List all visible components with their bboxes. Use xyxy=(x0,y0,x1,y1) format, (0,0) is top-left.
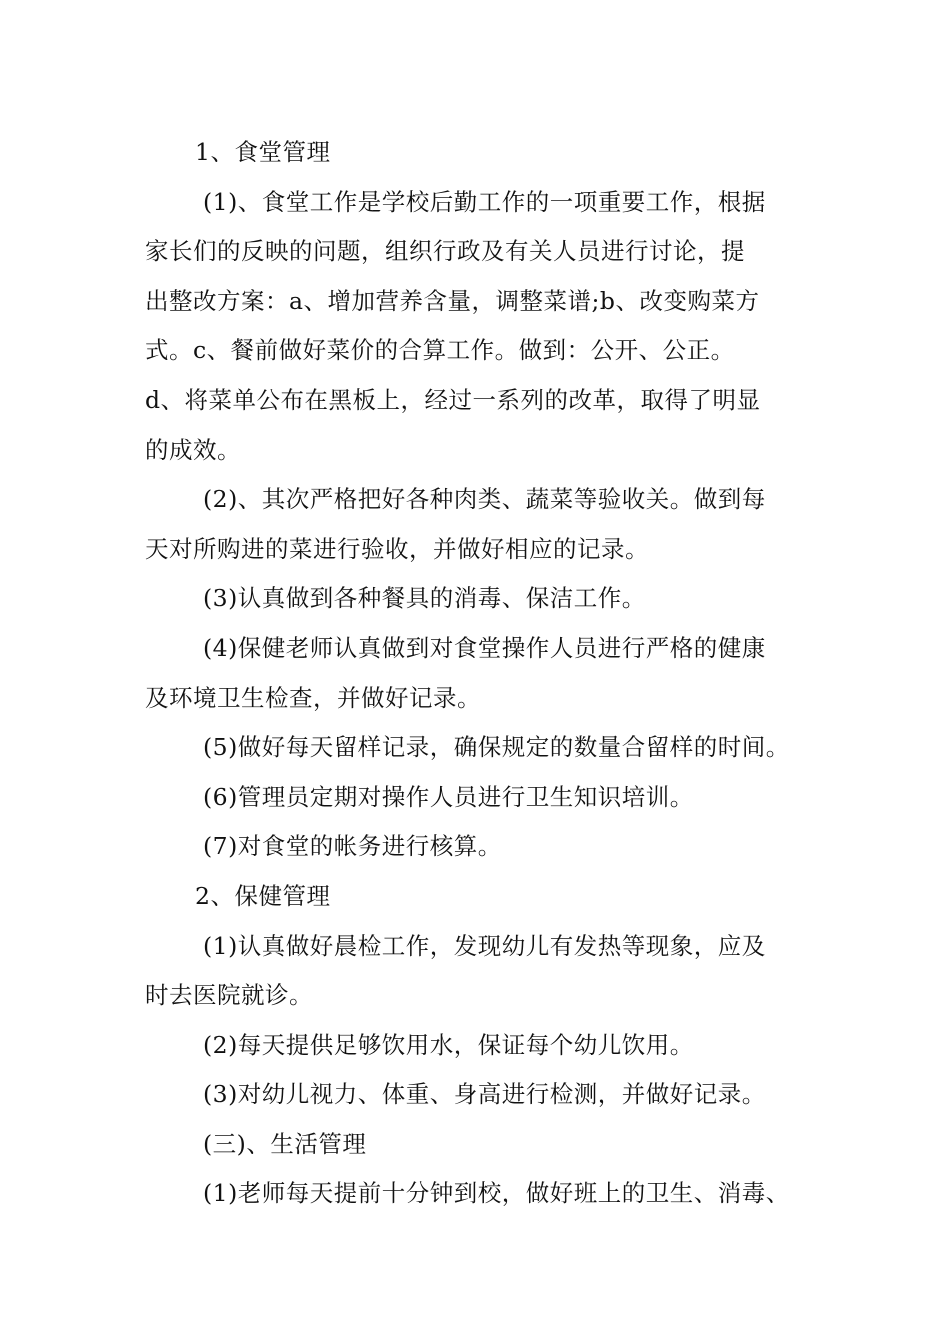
document-body xyxy=(145,128,825,1219)
paragraph-line: (2)、其次严格把好各种肉类、蔬菜等验收关。做到每 xyxy=(203,485,766,514)
paragraph-line: 时去医院就诊。 xyxy=(145,981,313,1010)
paragraph-line: (6)管理员定期对操作人员进行卫生知识培训。 xyxy=(203,782,694,811)
paragraph-line: (3)对幼儿视力、体重、身高进行检测，并做好记录。 xyxy=(203,1080,766,1109)
paragraph-line: (1)认真做好晨检工作，发现幼儿有发热等现象，应及 xyxy=(203,931,766,960)
paragraph-line: (3)认真做到各种餐具的消毒、保洁工作。 xyxy=(203,584,646,613)
paragraph-line: (5)做好每天留样记录，确保规定的数量合留样的时间。 xyxy=(203,733,790,762)
paragraph-line: 式。c、餐前做好菜价的合算工作。做到：公开、公正。 xyxy=(145,336,735,365)
paragraph-line: (2)每天提供足够饮用水，保证每个幼儿饮用。 xyxy=(203,1030,694,1059)
paragraph-line: (4)保健老师认真做到对食堂操作人员进行严格的健康 xyxy=(203,633,766,662)
paragraph-line: 的成效。 xyxy=(145,435,241,464)
paragraph-line: 家长们的反映的问题，组织行政及有关人员进行讨论，提 xyxy=(145,237,745,266)
paragraph-line: (7)对食堂的帐务进行核算。 xyxy=(203,832,502,861)
paragraph-line: 出整改方案：a、增加营养含量，调整菜谱;b、改变购菜方 xyxy=(145,286,760,315)
paragraph-line: d、将菜单公布在黑板上，经过一系列的改革，取得了明显 xyxy=(145,385,761,414)
section-heading-life: (三)、生活管理 xyxy=(203,1129,367,1158)
paragraph-line: 及环境卫生检查，并做好记录。 xyxy=(145,683,481,712)
paragraph-line: (1)、食堂工作是学校后勤工作的一项重要工作，根据 xyxy=(203,187,766,216)
section-heading-health: 2、保健管理 xyxy=(195,881,331,910)
section-heading-canteen: 1、食堂管理 xyxy=(195,138,331,166)
paragraph-line: (1)老师每天提前十分钟到校，做好班上的卫生、消毒、 xyxy=(203,1179,790,1208)
paragraph-line: 天对所购进的菜进行验收，并做好相应的记录。 xyxy=(145,534,649,563)
